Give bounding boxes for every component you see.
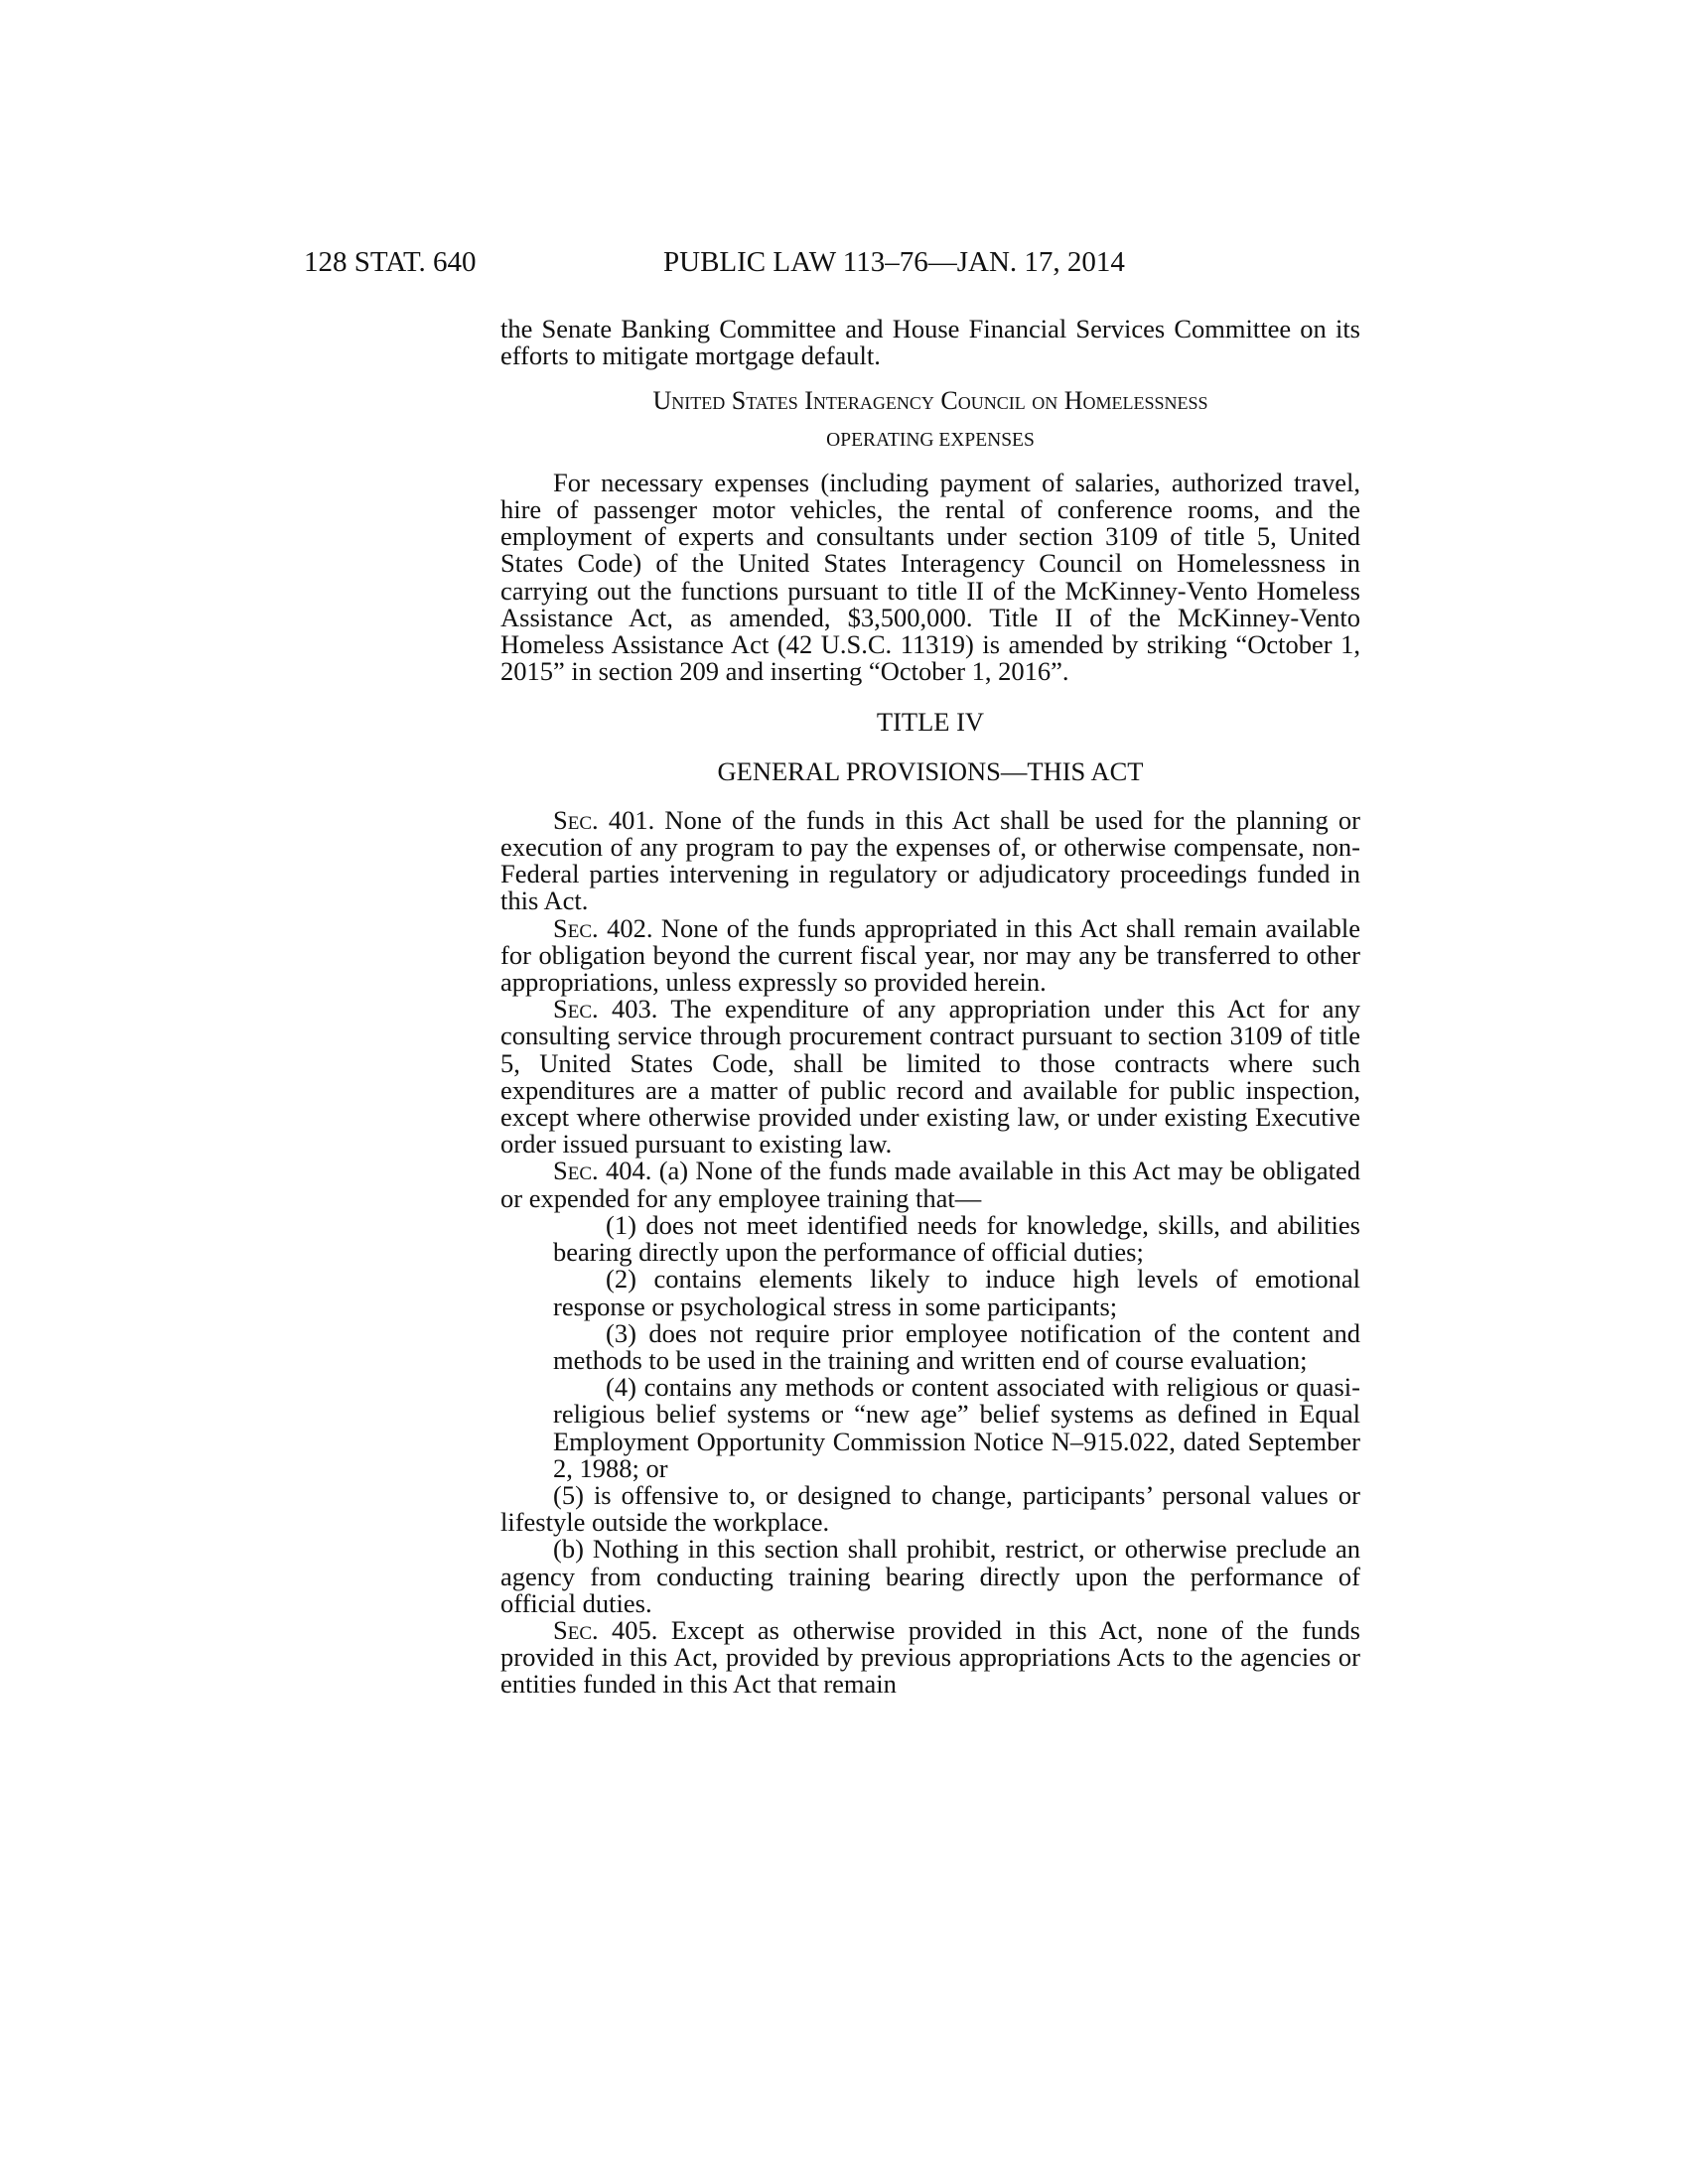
section-404-item-5: (5) is offensive to, or designed to change, participants’ personal values or lifestyle outside the workplace. [500, 1479, 1360, 1538]
section-402 [500, 912, 1360, 998]
section-404-label: Sec. 404. [553, 1156, 652, 1186]
section-401 [500, 804, 1360, 916]
section-405-label: Sec. 405. [553, 1614, 658, 1645]
section-402-label: Sec. 402. [553, 912, 653, 943]
section-404 [500, 1158, 1360, 1211]
section-404-item-3: (3) does not require prior employee notification of the content and methods to be used in the training and written end of course evaluation; [553, 1317, 1360, 1375]
section-401-label: Sec. 401. [553, 804, 655, 835]
page-header [304, 246, 1366, 286]
account-heading: OPERATING EXPENSES [826, 429, 1035, 451]
section-401-text: None of the funds in this Act shall be used for the planning or execution of any program to pay the expenses of, or otherwise compensate, non-Federal parties intervening in regulatory or adjudicatory proceedings funded in this Act. [500, 804, 1360, 916]
title-subheading: GENERAL PROVISIONS—THIS ACT [717, 755, 1144, 786]
agency-heading: United States Interagency Council on Homelessness [652, 386, 1208, 416]
section-403-text: The expenditure of any appropriation under this Act for any consulting service through procurement contract pursuant to section 3109 of title 5, United States Code, shall be limited to those contracts where such expenditures are a matter of public record and available for public inspection, except where otherwise provided under existing law, or under existing Executive order issued pursuant to existing law. [500, 994, 1360, 1160]
operating-expenses-paragraph: For necessary expenses (including payment of salaries, authorized travel, hire of passenger motor vehicles, the rental of conference rooms, and the employment of experts and consultants under section 3109 of title 5, United States Code) of the United States Interagency Council on Homelessness in carrying out the functions pursuant to title II of the McKinney-Vento Homeless Assistance Act, as amended, $3,500,000. Title II of the McKinney-Vento Homeless Assistance Act (42 U.S.C. 11319) is amended by striking “October 1, 2015” in section 209 and inserting “October 1, 2016”. [500, 467, 1360, 687]
section-404-item-4: (4) contains any methods or content associated with religious or quasi-religious belief systems or “new age” belief systems as defined in Equal Employment Opportunity Commission Notice N–915.022, dated September 2, 1988; or [553, 1372, 1360, 1483]
continuation-paragraph: the Senate Banking Committee and House Financial Services Committee on its efforts to mitigate mortgage default. [500, 314, 1360, 371]
section-402-text: None of the funds appropriated in this Act shall remain available for obligation beyond the current fiscal year, nor may any be transferred to other appropriations, unless expressly so provided herein. [500, 912, 1360, 998]
section-405-text: Except as otherwise provided in this Act, none of the funds provided in this Act, provided by previous appropriations Acts to the agencies or entities funded in this Act that remain [500, 1614, 1360, 1700]
section-404-item-1: (1) does not meet identified needs for knowledge, skills, and abilities bearing directly upon the performance of official duties; [553, 1209, 1360, 1268]
statute-page-reference: 128 STAT. 640 [304, 246, 477, 278]
public-law-title: PUBLIC LAW 113–76—JAN. 17, 2014 [663, 246, 1125, 278]
section-405 [500, 1614, 1360, 1700]
section-404-subsection-b: (b) Nothing in this section shall prohibit, restrict, or otherwise preclude an agency from conducting training bearing directly upon the performance of official duties. [500, 1534, 1360, 1618]
document-body [500, 316, 1360, 1699]
title-heading: TITLE IV [876, 707, 985, 738]
section-404-text: (a) None of the funds made available in this Act may be obligated or expended for any employee training that— [500, 1156, 1360, 1213]
section-403 [500, 996, 1360, 1158]
section-404-item-2: (2) contains elements likely to induce high levels of emotional response or psychological stress in some participants; [553, 1264, 1360, 1321]
section-403-label: Sec. 403. [553, 994, 658, 1024]
